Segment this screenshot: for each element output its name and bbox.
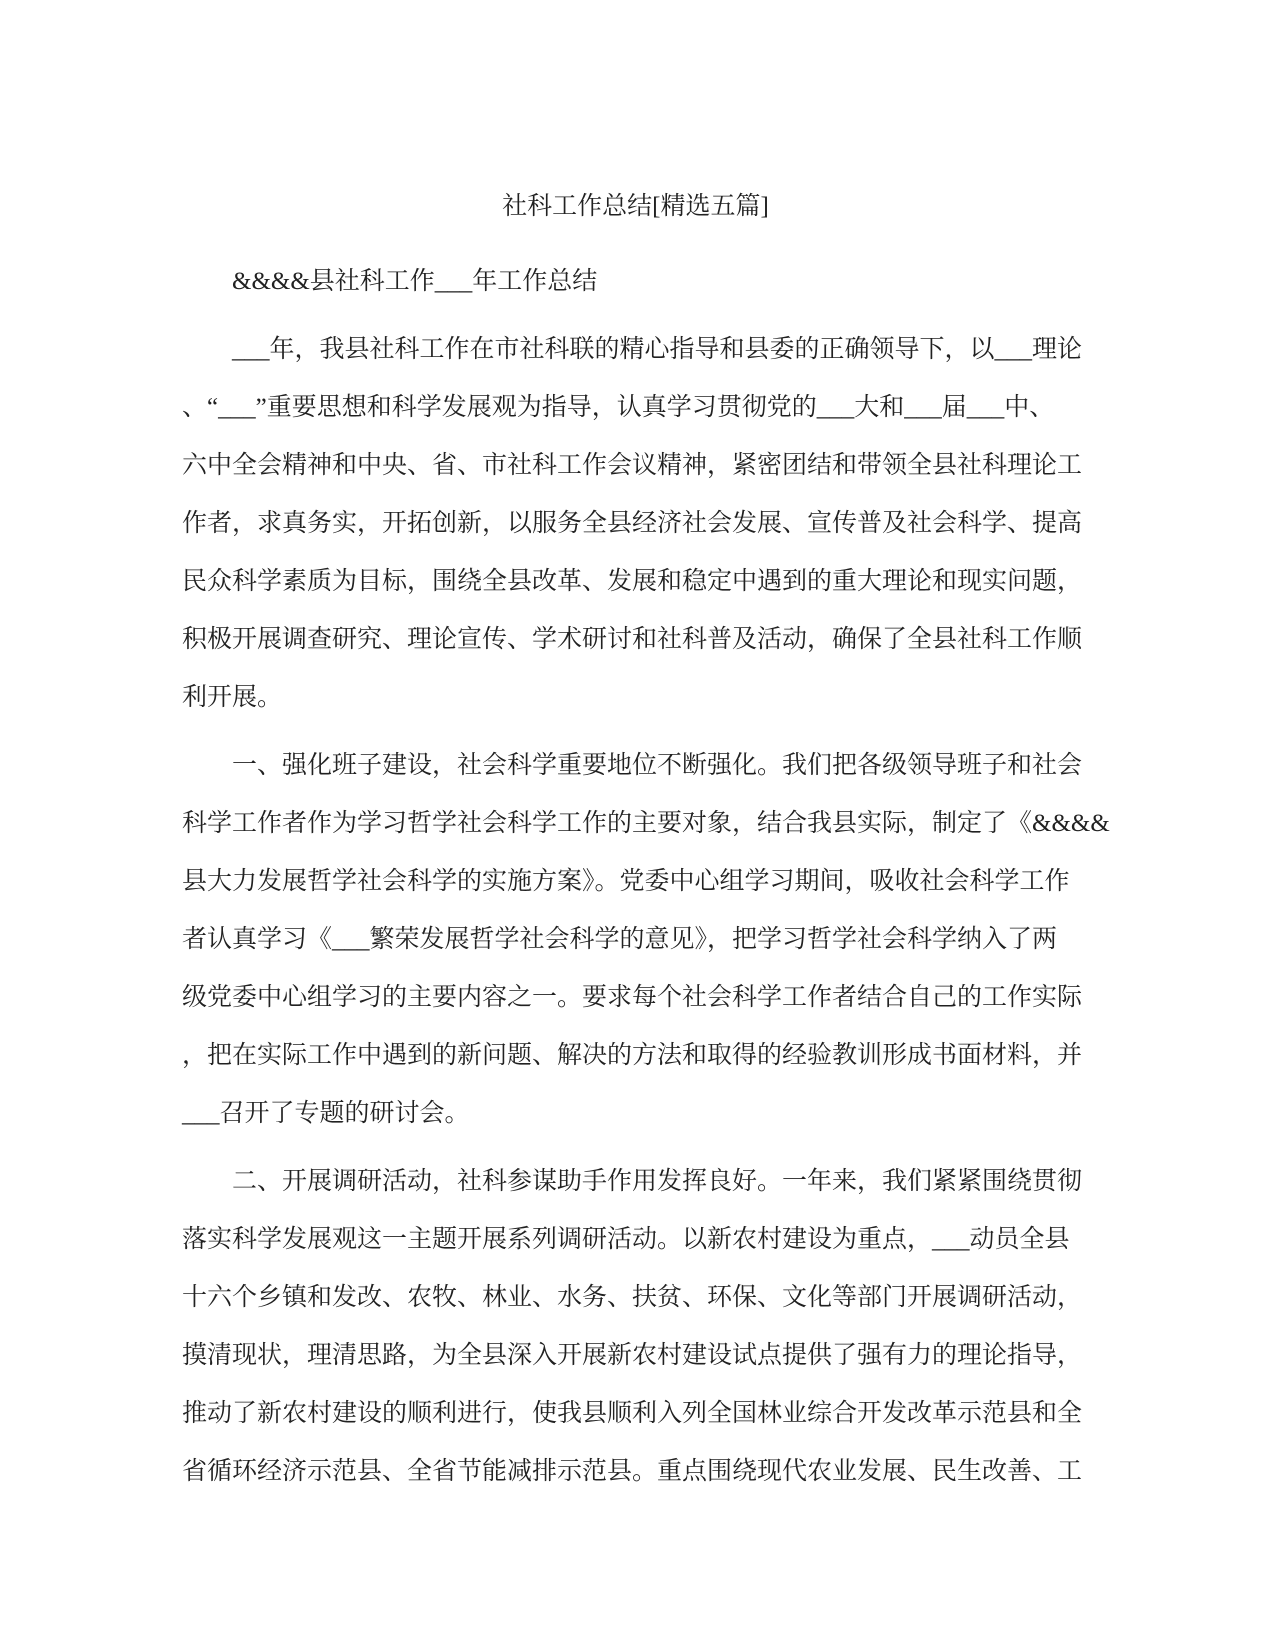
text-line: 民众科学素质为目标，围绕全县改革、发展和稳定中遇到的重大理论和现实问题， xyxy=(182,568,1083,595)
text-line: 、“___”重要思想和科学发展观为指导，认真学习贯彻党的___大和___届___中、 xyxy=(182,394,1055,421)
paragraph xyxy=(182,253,1089,311)
document-body xyxy=(182,253,1110,1501)
text-line: 省循环经济示范县、全省节能减排示范县。重点围绕现代农业发展、民生改善、工 xyxy=(182,1458,1083,1485)
text-line: 作者，求真务实，开拓创新，以服务全县经济社会发展、宣传普及社会科学、提高 xyxy=(182,510,1083,537)
paragraph xyxy=(182,321,1089,727)
text-line: 级党委中心组学习的主要内容之一。要求每个社会科学工作者结合自己的工作实际 xyxy=(182,984,1083,1011)
text-line: &&&&县社科工作___年工作总结 xyxy=(232,268,598,295)
text-line: 落实科学发展观这一主题开展系列调研活动。以新农村建设为重点，___动员全县 xyxy=(182,1226,1070,1253)
text-line: 科学工作者作为学习哲学社会科学工作的主要对象，结合我县实际，制定了《&&&& xyxy=(182,810,1110,837)
text-line: 二、开展调研活动，社科参谋助手作用发挥良好。一年来，我们紧紧围绕贯彻 xyxy=(232,1168,1083,1195)
text-line: 十六个乡镇和发改、农牧、林业、水务、扶贫、环保、文化等部门开展调研活动， xyxy=(182,1284,1083,1311)
text-line: 积极开展调查研究、理论宣传、学术研讨和社科普及活动，确保了全县社科工作顺 xyxy=(182,626,1083,653)
text-line: 县大力发展哲学社会科学的实施方案》。党委中心组学习期间，吸收社会科学工作 xyxy=(182,868,1070,895)
text-line: 者认真学习《___繁荣发展哲学社会科学的意见》，把学习哲学社会科学纳入了两 xyxy=(182,926,1058,953)
text-line: ___年，我县社科工作在市社科联的精心指导和县委的正确领导下，以___理论 xyxy=(232,336,1083,363)
paragraph xyxy=(182,737,1110,1143)
document-title: 社科工作总结[精选五篇] xyxy=(502,193,769,220)
text-line: ___召开了专题的研讨会。 xyxy=(182,1100,470,1127)
text-line: 摸清现状，理清思路，为全县深入开展新农村建设试点提供了强有力的理论指导， xyxy=(182,1342,1083,1369)
text-line: ，把在实际工作中遇到的新问题、解决的方法和取得的经验教训形成书面材料，并 xyxy=(182,1042,1083,1069)
text-line: 一、强化班子建设，社会科学重要地位不断强化。我们把各级领导班子和社会 xyxy=(232,752,1083,779)
text-line: 六中全会精神和中央、省、市社科工作会议精神，紧密团结和带领全县社科理论工 xyxy=(182,452,1083,479)
text-line: 利开展。 xyxy=(182,684,283,711)
paragraph xyxy=(182,1153,1089,1501)
text-line: 推动了新农村建设的顺利进行，使我县顺利入列全国林业综合开发改革示范县和全 xyxy=(182,1400,1083,1427)
